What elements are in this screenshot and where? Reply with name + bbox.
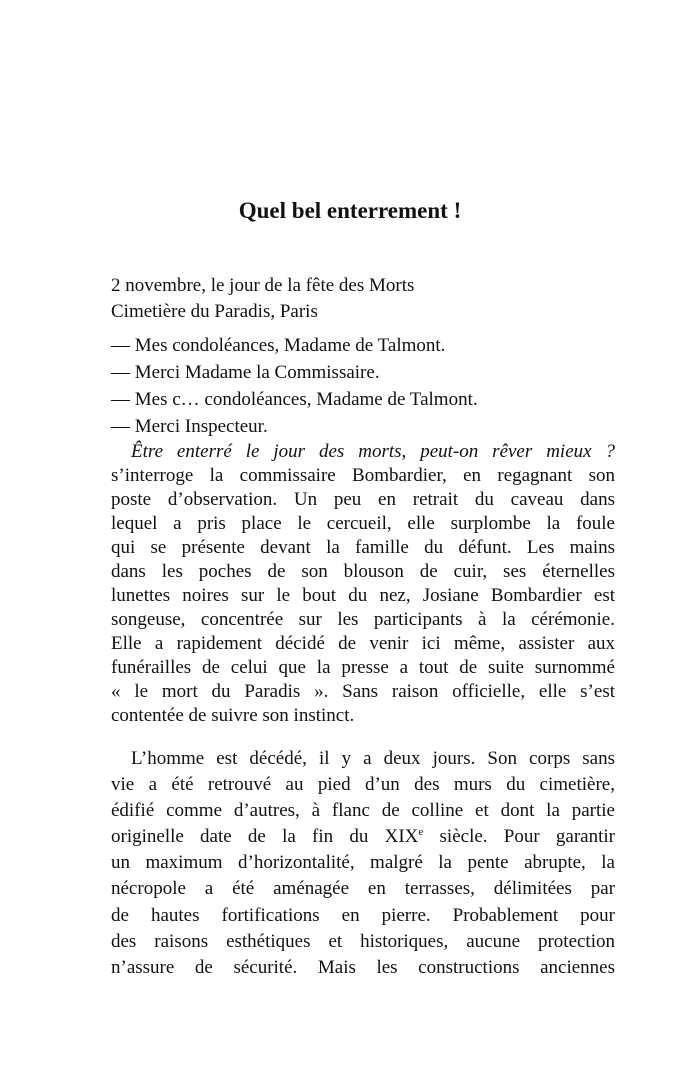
text-line: vie a été retrouvé au pied d’un des murs du cimetière, bbox=[111, 774, 615, 796]
text-line: s’interroge la commissaire Bombardier, en regagnant son bbox=[111, 465, 615, 486]
text-line: lunettes noires sur le bout du nez, Josiane Bombardier est bbox=[111, 585, 615, 606]
text-line: contentée de suivre son instinct. bbox=[111, 705, 355, 726]
italic-opening-line bbox=[111, 440, 615, 464]
dialogue bbox=[111, 332, 615, 440]
century-before: originelle date de la fin du XIX bbox=[111, 826, 419, 848]
text-line: Elle a rapidement décidé de venir ici même, assister aux bbox=[111, 633, 615, 654]
place-line: Cimetière du Paradis, Paris bbox=[111, 300, 318, 322]
dialogue-line: — Merci Madame la Commissaire. bbox=[111, 362, 380, 383]
text-line: songeuse, concentrée sur les participants à la cérémonie. bbox=[111, 609, 615, 630]
text-line: de hautes fortifications en pierre. Probablement pour bbox=[111, 904, 615, 926]
text-line-century bbox=[111, 824, 615, 850]
text-line: « le mort du Paradis ». Sans raison officielle, elle s’est bbox=[111, 681, 615, 702]
text-line: funérailles de celui que la presse a tout de suite surnommé bbox=[111, 657, 615, 678]
italic-opening: Être enterré le jour des morts, peut-on rêver mieux ? bbox=[131, 441, 615, 462]
text-line: poste d’observation. Un peu en retrait du caveau dans bbox=[111, 489, 615, 510]
text-line: qui se présente devant la famille du défunt. Les mains bbox=[111, 537, 615, 558]
paragraph-2 bbox=[111, 746, 615, 981]
text-line: nécropole a été aménagée en terrasses, délimitées par bbox=[111, 878, 615, 900]
text-line: dans les poches de son blouson de cuir, ses éternelles bbox=[111, 561, 615, 582]
dialogue-line: — Merci Inspecteur. bbox=[111, 416, 268, 437]
text-line: un maximum d’horizontalité, malgré la pente abrupte, la bbox=[111, 852, 615, 874]
text-line: des raisons esthétiques et historiques, aucune protection bbox=[111, 930, 615, 952]
century-sup: e bbox=[418, 826, 424, 839]
paragraph-1 bbox=[111, 440, 615, 728]
text-line: n’assure de sécurité. Mais les constructions anciennes bbox=[111, 956, 615, 978]
date-line: 2 novembre, le jour de la fête des Morts bbox=[111, 275, 415, 296]
dialogue-line: — Mes condoléances, Madame de Talmont. bbox=[111, 335, 446, 356]
text-line: L’homme est décédé, il y a deux jours. Son corps sans bbox=[131, 748, 615, 769]
text-line: édifié comme d’autres, à flanc de colline et dont la partie bbox=[111, 800, 615, 822]
century-after: siècle. Pour garantir bbox=[423, 826, 615, 848]
chapter-header bbox=[111, 273, 615, 324]
chapter-title: Quel bel enterrement ! bbox=[238, 198, 462, 223]
dialogue-line: — Mes c… condoléances, Madame de Talmont. bbox=[111, 389, 478, 410]
text-line: lequel a pris place le cercueil, elle surplombe la foule bbox=[111, 513, 615, 534]
